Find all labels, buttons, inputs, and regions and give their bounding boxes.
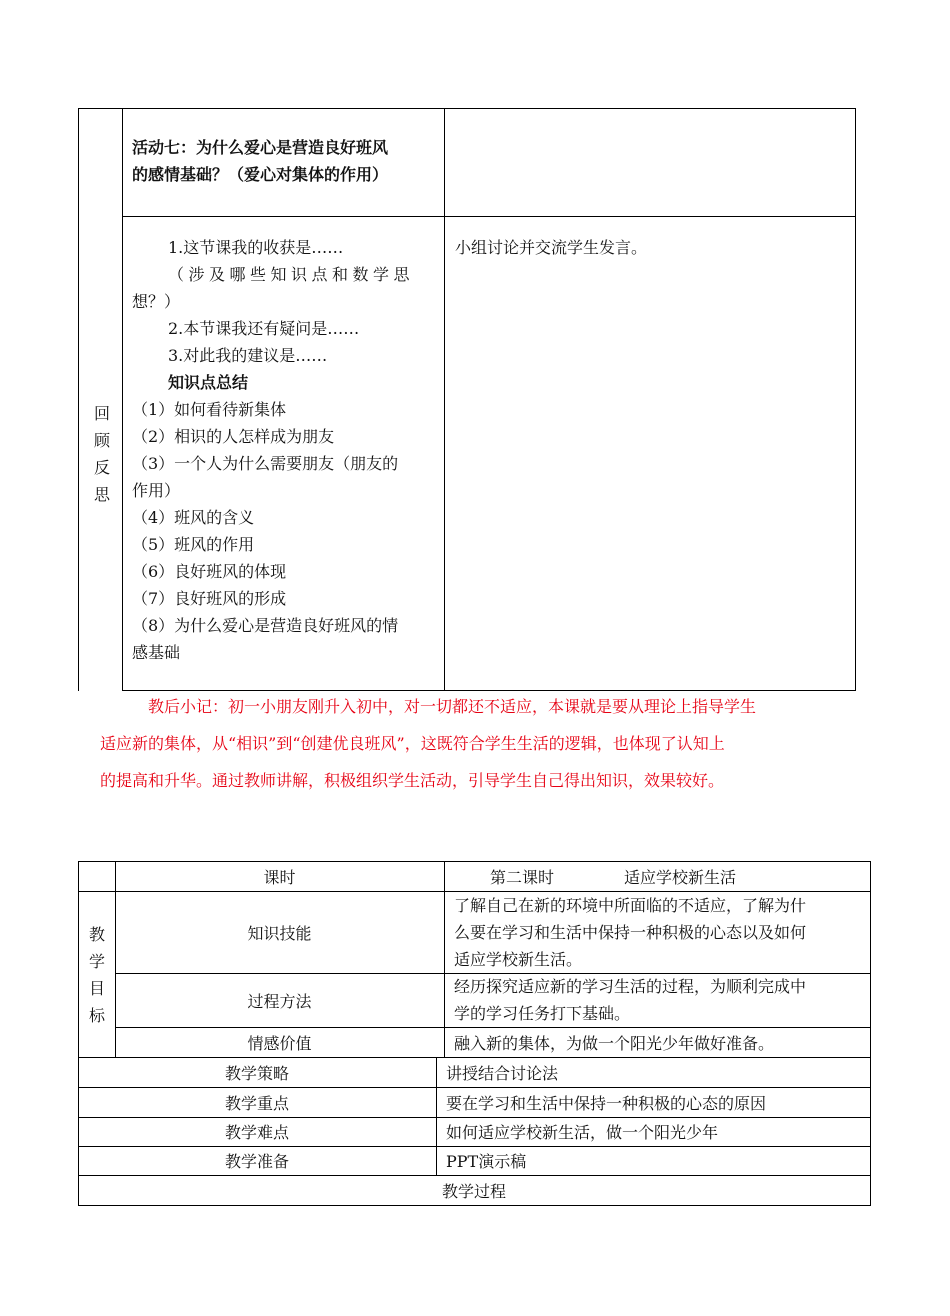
row-value-strategy: 讲授结合讨论法	[446, 1063, 559, 1083]
summary-item: （4）班风的含义	[132, 508, 255, 527]
discussion-text: 小组讨论并交流学生发言。	[455, 238, 648, 257]
goals-side-label: 教 学 目 标	[88, 925, 105, 1025]
process-label: 教学过程	[441, 1181, 506, 1201]
goal-text-process: 经历探究适应新的学习生活的过程，为顺利完成中 学的学习任务打下基础。	[454, 977, 807, 1023]
summary-item: （8）为什么爱心是营造良好班风的情	[132, 616, 399, 635]
row-label-difficulty: 教学难点	[224, 1123, 289, 1142]
period-label: 课时	[263, 867, 296, 887]
summary-title: 知识点总结	[168, 373, 249, 392]
row-value-difficulty: 如何适应学校新生活，做一个阳光少年	[446, 1123, 719, 1142]
row-label-preparation: 教学准备	[224, 1152, 289, 1171]
period-header	[444, 861, 870, 891]
row-value-preparation: PPT演示稿	[446, 1152, 527, 1171]
row-value-key-point: 要在学习和生活中保持一种积极的心态的原因	[446, 1093, 767, 1113]
goal-label-emotion: 情感价值	[247, 1033, 312, 1053]
goal-label-process: 过程方法	[247, 991, 312, 1011]
goal-text-knowledge: 了解自己在新的环境中所面临的不适应，了解为什 么要在学习和生活中保持一种积极的心态以及如何 适应学校新生活。	[454, 896, 807, 969]
period-value: 第二课时	[490, 867, 555, 887]
teaching-note: 教后小记：初一小朋友刚升入初中，对一切都还不适应，本课就是要从理论上指导学生 适应新的集体，从“相识”到“创建优良班风”，这既符合学生生活的逻辑，也体现了认知上 的提高和升华。通过教师讲解，积极组织学生活动，引导学生自己得出知识，效果较好。	[100, 697, 757, 790]
activity-title: 活动七：为什么爱心是营造良好班风 的感情基础？（爱心对集体的作用）	[132, 138, 389, 184]
goal-text-emotion: 融入新的集体，为做一个阳光少年做好准备。	[454, 1033, 775, 1053]
summary-item: 作用）	[132, 481, 181, 500]
goal-label-knowledge: 知识技能	[247, 923, 312, 943]
row-label-key-point: 教学重点	[224, 1093, 289, 1113]
lesson-title: 适应学校新生活	[624, 867, 737, 887]
reflection-content: 1.这节课我的收获是…… （涉及哪些知识点和数学思 想？） 2.本节课我还有疑问是…… 3.对此我的建议是…… 知识点总结 （1）如何看待新集体 （2）相识的人怎样成为朋友 （3）一个人为什么需要朋友（朋友的 作用） （4）班风的含义 （5）班风的作用 （6）良好班风的体现 （7）良好班风的形成 （8）为什么爱心是营造良好班风的情 感基础	[132, 234, 438, 666]
summary-item: 感基础	[132, 643, 181, 662]
summary-item: （7）良好班风的形成	[132, 589, 287, 608]
summary-item: （2）相识的人怎样成为朋友	[132, 427, 335, 446]
row-label-strategy: 教学策略	[224, 1063, 289, 1083]
review-side-label: 回 顾 反 思	[93, 404, 110, 504]
summary-item: （3）一个人为什么需要朋友（朋友的	[132, 454, 399, 473]
summary-item: （5）班风的作用	[132, 535, 255, 554]
summary-item: （1）如何看待新集体	[132, 400, 287, 419]
summary-item: （6）良好班风的体现	[132, 562, 287, 581]
